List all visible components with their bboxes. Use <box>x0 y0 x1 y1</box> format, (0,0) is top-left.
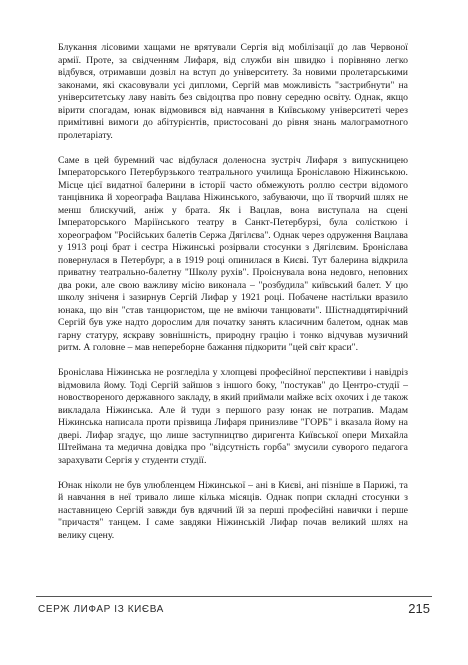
running-title: СЕРЖ ЛИФАР ІЗ КИЄВА <box>38 604 164 615</box>
body-text <box>58 42 408 555</box>
paragraph: Броніслава Ніжинська не розгледіла у хлопцеві професійної перспективи і навідріз відмовила йому. Тоді Сергій зайшов з іншого боку, "постукав" до Центро-студії – новоствореного державного закладу, в який приймали майже всіх охочих і де також викладала Ніжинська. Але й туди з першого разу юнак не потрапив. Мадам Ніжинська написала проти прізвища Лифаря принизливе "ГОРБ" і вказала йому на двері. Лифар згадує, що лише заступництво диригента Київської опери Михайла Штеймана та медична довідка про "відсутність горба" змусили суворого педагога зарахувати Сергія у студенти студії. <box>58 367 408 466</box>
paragraph: Юнак ніколи не був улюбленцем Ніжинської – ані в Києві, ані пізніше в Парижі, та й навчання в неї тривало лише кілька місяців. Однак попри складні стосунки з наставницею Сергій завжди був вдячний їй за перші професійні навички і перше "причастя" танцем. І саме завдяки Ніжинській Лифар почав великий шлях на велику сцену. <box>58 479 408 541</box>
paragraph: Саме в цей буремний час відбулася доленосна зустріч Лифаря з випускницею Імператорського Петербурзького театрального училища Броніславою Ніжинською. Місце цієї видатної балерини в історії часто обмежують роллю сестри відомого танцівника й хореографа Вацлава Ніжинського, забуваючи, що її творчий шлях не менш блискучий, аніж у брата. Як і Вацлав, вона виступала на сцені Імператорського Маріїнського театру в Санкт-Петербурзі, була солісткою і хореографом "Російських балетів Сержа Дягілєва". Однак через одруження Вацлава у 1913 році брат і сестра Ніжинські розірвали стосунки з Дягілєвим. Броніслава повернулася в Петербург, а в 1919 році опинилася в Києві. Тут балерина відкрила приватну театрально-балетну "Школу рухів". Проіснувала вона недовго, неповних два роки, але свою важливу місію виконала – "розбудила" київський балет. У цю школу зніченя і зазирнув Сергій Лифар у 1921 році. Побачене настільки вразило юнака, що він "став танцюристом, ще не вміючи танцювати". Шістнадцятирічний Сергій був уже надто дорослим для початку занять класичним балетом, однак мав гарну статуру, яскраву зовнішність, природну грацію і тонко відчував музичний ритм. А головне – мав непереборне бажання підкорити "цей світ краси". <box>58 154 408 353</box>
page-number: 215 <box>408 601 430 616</box>
footer-divider <box>36 596 432 597</box>
paragraph: Блукання лісовими хащами не врятували Сергія від мобілізації до лав Червоної армії. Проте, за свідченням Лифаря, від служби він швидко і порівняно легко відбувся, отримавши дозвіл на вступ до університету. За новими пролетарськими законами, які скасовували усі дипломи, Сергій мав можливість "застрибнути" на університетську лаву навіть без свідоцтва про повну середню освіту. Однак, якщо вірити спогадам, юнак відмовився від навчання в Київському університеті через примітивні вимоги до абітурієнтів, пристосовані до рівня знань малограмотного пролетаріату. <box>58 42 408 141</box>
